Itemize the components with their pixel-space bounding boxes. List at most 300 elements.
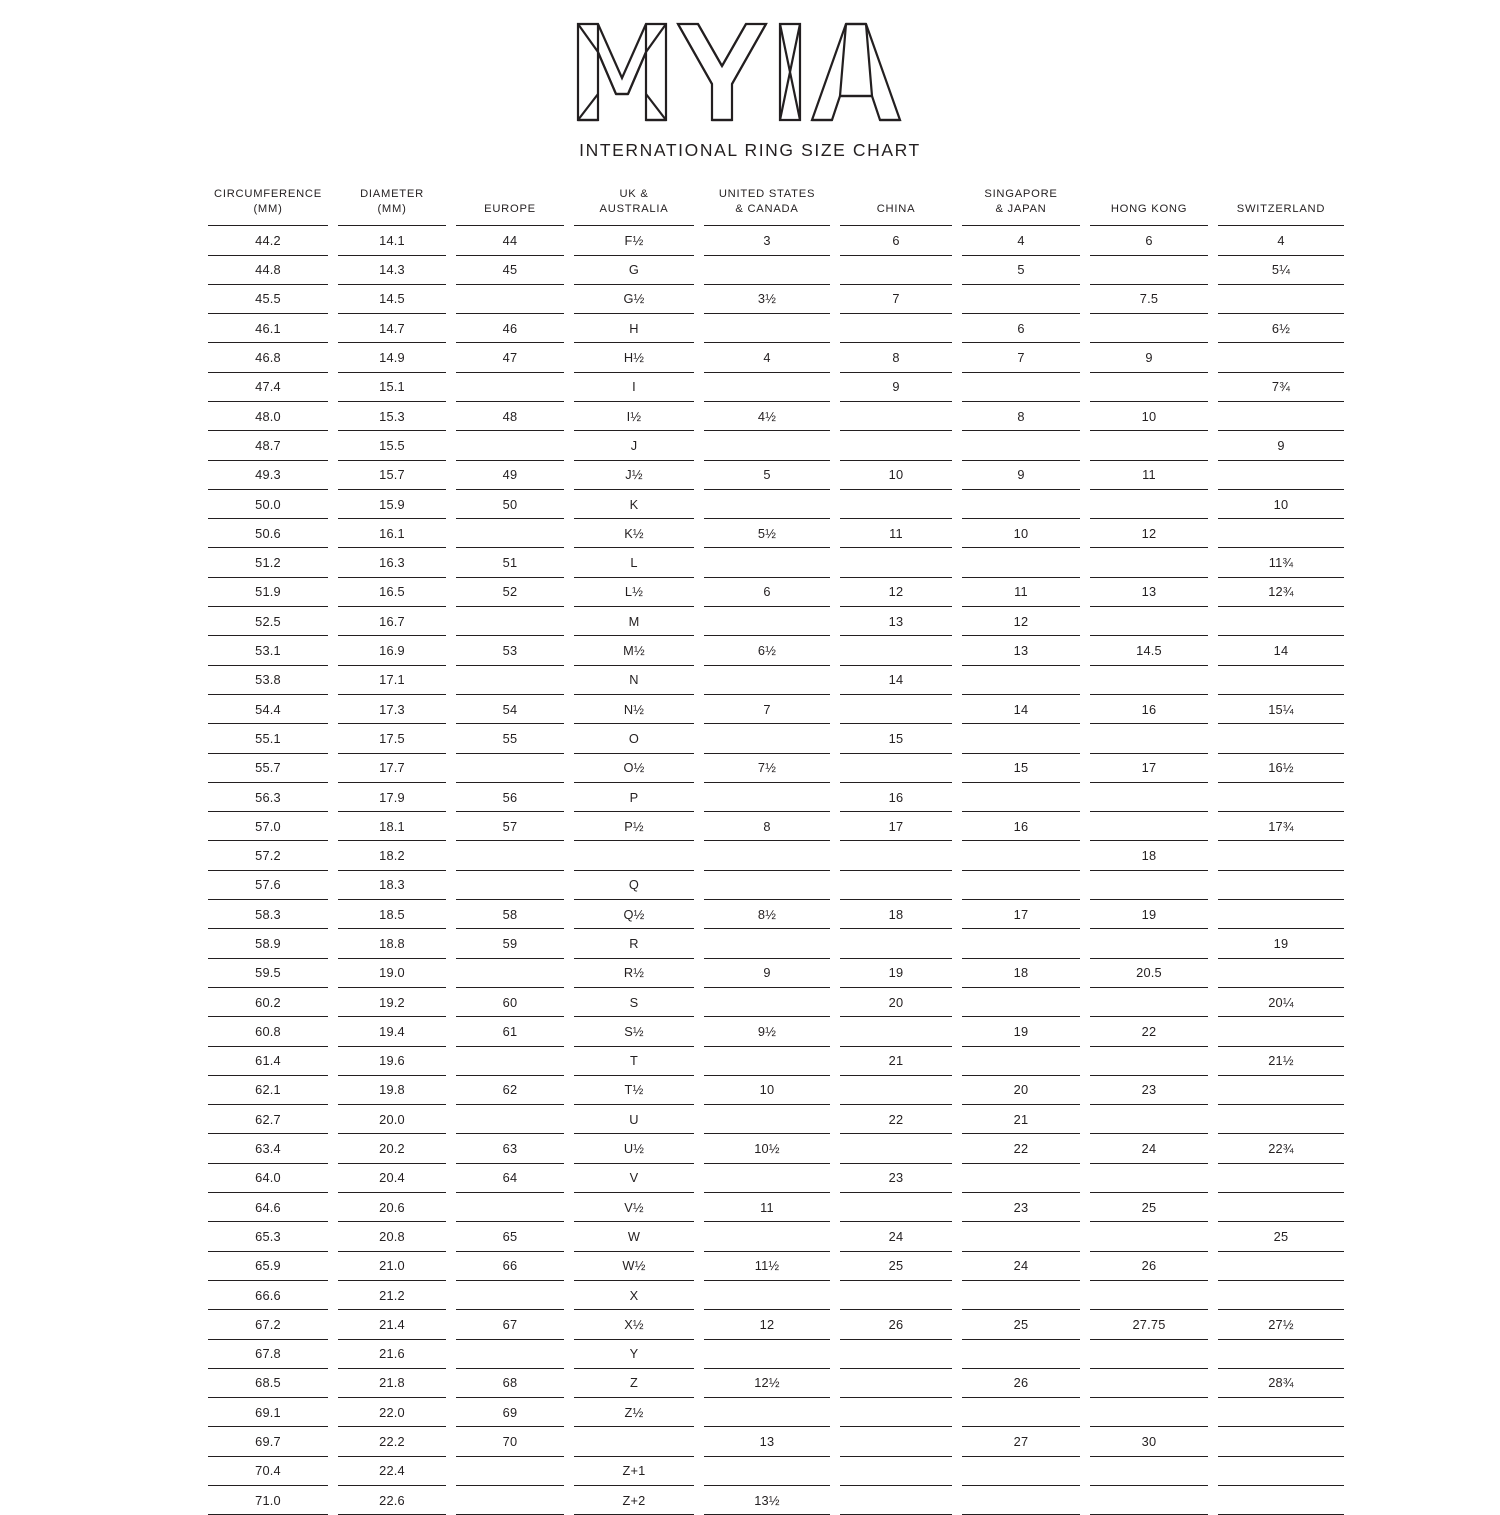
table-row <box>208 430 1344 459</box>
table-row <box>208 1192 1344 1221</box>
table-cell: 48.0 <box>208 401 328 430</box>
table-cell: 17.1 <box>338 665 446 694</box>
table-cell: 22¾ <box>1218 1133 1344 1162</box>
table-cell: K½ <box>574 518 694 547</box>
table-cell: 14 <box>962 694 1080 723</box>
table-cell <box>1090 782 1208 811</box>
table-cell: 20.5 <box>1090 958 1208 987</box>
table-cell: 56.3 <box>208 782 328 811</box>
table-cell: 52.5 <box>208 606 328 635</box>
table-cell <box>840 313 952 342</box>
table-row <box>208 1163 1344 1192</box>
table-cell: 8 <box>962 401 1080 430</box>
table-cell: 9½ <box>704 1016 830 1045</box>
table-cell <box>704 1456 830 1485</box>
table-cell <box>840 1456 952 1485</box>
table-cell: 55.7 <box>208 753 328 782</box>
table-cell <box>704 1221 830 1250</box>
table-cell: 47.4 <box>208 372 328 401</box>
table-cell: V <box>574 1163 694 1192</box>
table-cell <box>1090 1163 1208 1192</box>
table-cell: 63.4 <box>208 1133 328 1162</box>
table-cell: 24 <box>840 1221 952 1250</box>
table-cell <box>1090 928 1208 957</box>
table-cell <box>704 430 830 459</box>
table-cell: 16 <box>962 811 1080 840</box>
column-header-4 <box>704 187 830 225</box>
table-cell <box>1218 1192 1344 1221</box>
table-cell: 45.5 <box>208 284 328 313</box>
table-cell <box>1218 1104 1344 1133</box>
table-row <box>208 518 1344 547</box>
table-cell: 9 <box>840 372 952 401</box>
table-cell: 15.9 <box>338 489 446 518</box>
column-header-3 <box>574 187 694 225</box>
table-cell: R <box>574 928 694 957</box>
table-cell: O <box>574 723 694 752</box>
table-cell <box>1090 372 1208 401</box>
table-cell: 15.1 <box>338 372 446 401</box>
table-cell: Q½ <box>574 899 694 928</box>
table-cell <box>704 1339 830 1368</box>
table-cell: 18.3 <box>338 870 446 899</box>
table-cell: 70 <box>456 1426 564 1455</box>
table-cell <box>456 1456 564 1485</box>
table-cell: 65 <box>456 1221 564 1250</box>
table-cell: 15 <box>840 723 952 752</box>
table-cell: 66.6 <box>208 1280 328 1309</box>
table-cell <box>456 606 564 635</box>
table-cell: 22 <box>840 1104 952 1133</box>
table-cell <box>840 547 952 576</box>
table-row <box>208 1426 1344 1455</box>
table-cell: 48 <box>456 401 564 430</box>
table-cell <box>1218 840 1344 869</box>
table-cell <box>1090 1104 1208 1133</box>
table-cell: 17.7 <box>338 753 446 782</box>
table-cell: 56 <box>456 782 564 811</box>
table-cell <box>456 1104 564 1133</box>
table-cell: 67.8 <box>208 1339 328 1368</box>
table-cell: 16.5 <box>338 577 446 606</box>
table-cell <box>1218 1426 1344 1455</box>
table-cell: 21.0 <box>338 1251 446 1280</box>
table-cell <box>456 870 564 899</box>
table-cell <box>704 723 830 752</box>
table-cell: 12 <box>840 577 952 606</box>
table-cell: 21.2 <box>338 1280 446 1309</box>
table-cell: 6 <box>1090 225 1208 254</box>
table-row <box>208 225 1344 254</box>
table-cell: K <box>574 489 694 518</box>
table-cell <box>1090 1280 1208 1309</box>
table-cell: I½ <box>574 401 694 430</box>
table-cell: 20 <box>962 1075 1080 1104</box>
table-cell <box>456 284 564 313</box>
table-cell: 50 <box>456 489 564 518</box>
table-cell <box>840 1192 952 1221</box>
table-cell <box>840 635 952 664</box>
table-cell: 53.8 <box>208 665 328 694</box>
column-header-0 <box>208 187 328 225</box>
table-cell <box>1218 401 1344 430</box>
table-cell <box>840 840 952 869</box>
table-cell: 17.9 <box>338 782 446 811</box>
table-cell: 4 <box>1218 225 1344 254</box>
table-cell <box>1218 1339 1344 1368</box>
table-cell: T <box>574 1046 694 1075</box>
table-cell: 52 <box>456 577 564 606</box>
table-row <box>208 1339 1344 1368</box>
table-cell: 9 <box>1218 430 1344 459</box>
table-cell: 69.7 <box>208 1426 328 1455</box>
table-cell: 53.1 <box>208 635 328 664</box>
table-cell <box>1090 870 1208 899</box>
table-cell <box>1218 284 1344 313</box>
table-cell <box>1090 987 1208 1016</box>
table-cell: 46.8 <box>208 342 328 371</box>
table-cell: 14.5 <box>338 284 446 313</box>
table-cell: 45 <box>456 255 564 284</box>
table-cell: 6 <box>840 225 952 254</box>
table-cell <box>962 723 1080 752</box>
table-cell: W½ <box>574 1251 694 1280</box>
table-cell: 19.8 <box>338 1075 446 1104</box>
table-cell: 6½ <box>704 635 830 664</box>
table-cell: G <box>574 255 694 284</box>
table-cell: 70.4 <box>208 1456 328 1485</box>
table-cell: 19.0 <box>338 958 446 987</box>
table-cell: H <box>574 313 694 342</box>
table-cell <box>574 840 694 869</box>
table-cell: 60.8 <box>208 1016 328 1045</box>
table-cell: 57 <box>456 811 564 840</box>
table-cell: 44.2 <box>208 225 328 254</box>
table-cell: 21.8 <box>338 1368 446 1397</box>
table-row <box>208 1456 1344 1485</box>
table-cell: 12 <box>704 1309 830 1338</box>
table-cell: 7.5 <box>1090 284 1208 313</box>
table-cell: O½ <box>574 753 694 782</box>
table-cell: 4 <box>704 342 830 371</box>
table-cell: Z <box>574 1368 694 1397</box>
table-cell <box>840 870 952 899</box>
table-cell: 17.3 <box>338 694 446 723</box>
table-cell <box>962 430 1080 459</box>
table-cell <box>1218 723 1344 752</box>
table-cell: 14 <box>840 665 952 694</box>
table-cell: J <box>574 430 694 459</box>
table-cell: 15.3 <box>338 401 446 430</box>
table-cell <box>1090 665 1208 694</box>
table-cell: 9 <box>704 958 830 987</box>
table-cell <box>962 1046 1080 1075</box>
table-cell: P½ <box>574 811 694 840</box>
table-cell: 55.1 <box>208 723 328 752</box>
table-cell: 13 <box>840 606 952 635</box>
table-row <box>208 1016 1344 1045</box>
table-row <box>208 928 1344 957</box>
table-row <box>208 723 1344 752</box>
table-cell: 15¼ <box>1218 694 1344 723</box>
table-cell: 8 <box>840 342 952 371</box>
table-row <box>208 606 1344 635</box>
table-cell: 20¼ <box>1218 987 1344 1016</box>
table-cell <box>704 1163 830 1192</box>
table-cell: 15 <box>962 753 1080 782</box>
table-cell: 17¾ <box>1218 811 1344 840</box>
table-cell: 22.2 <box>338 1426 446 1455</box>
table-cell <box>962 870 1080 899</box>
table-cell: 51 <box>456 547 564 576</box>
table-cell: 19 <box>1090 899 1208 928</box>
table-cell: 10½ <box>704 1133 830 1162</box>
table-cell: 64 <box>456 1163 564 1192</box>
table-cell <box>704 782 830 811</box>
table-cell <box>1218 460 1344 489</box>
table-cell: 14.7 <box>338 313 446 342</box>
table-row <box>208 958 1344 987</box>
table-cell <box>1218 606 1344 635</box>
table-cell <box>456 958 564 987</box>
table-cell <box>1218 870 1344 899</box>
table-row <box>208 372 1344 401</box>
table-cell <box>1218 1075 1344 1104</box>
table-cell: 65.3 <box>208 1221 328 1250</box>
table-cell <box>1218 1456 1344 1485</box>
table-row <box>208 1221 1344 1250</box>
table-cell: N½ <box>574 694 694 723</box>
table-cell: 62 <box>456 1075 564 1104</box>
table-cell: 57.0 <box>208 811 328 840</box>
table-cell: 3 <box>704 225 830 254</box>
table-cell: 66 <box>456 1251 564 1280</box>
page-title: INTERNATIONAL RING SIZE CHART <box>579 140 921 160</box>
table-cell: 27 <box>962 1426 1080 1455</box>
table-cell <box>962 284 1080 313</box>
table-cell: 44 <box>456 225 564 254</box>
table-cell <box>704 606 830 635</box>
table-cell <box>962 1280 1080 1309</box>
table-cell: 48.7 <box>208 430 328 459</box>
table-body <box>208 225 1344 1515</box>
table-cell: 16.7 <box>338 606 446 635</box>
table-cell <box>962 987 1080 1016</box>
table-cell: 20.4 <box>338 1163 446 1192</box>
table-cell <box>840 1339 952 1368</box>
table-cell: 14.1 <box>338 225 446 254</box>
table-cell <box>840 694 952 723</box>
table-row <box>208 840 1344 869</box>
table-cell <box>1090 430 1208 459</box>
table-cell <box>456 372 564 401</box>
table-cell <box>962 928 1080 957</box>
table-cell <box>1218 782 1344 811</box>
table-row <box>208 635 1344 664</box>
table-cell: 18.2 <box>338 840 446 869</box>
table-cell: 6 <box>962 313 1080 342</box>
table-cell: 50.6 <box>208 518 328 547</box>
table-row <box>208 1046 1344 1075</box>
table-row <box>208 1368 1344 1397</box>
table-cell: M½ <box>574 635 694 664</box>
table-cell <box>840 928 952 957</box>
table-cell: 53 <box>456 635 564 664</box>
table-cell: 67 <box>456 1309 564 1338</box>
table-cell: F½ <box>574 225 694 254</box>
column-header-line: HONG KONG <box>1110 203 1188 216</box>
table-cell <box>840 1397 952 1426</box>
table-cell: 61.4 <box>208 1046 328 1075</box>
table-cell: U <box>574 1104 694 1133</box>
column-header-7 <box>1090 187 1208 225</box>
table-row <box>208 489 1344 518</box>
table-cell: 9 <box>1090 342 1208 371</box>
table-cell <box>962 372 1080 401</box>
table-cell: 5 <box>962 255 1080 284</box>
table-cell <box>704 547 830 576</box>
table-cell <box>704 313 830 342</box>
table-cell <box>704 1280 830 1309</box>
table-cell: R½ <box>574 958 694 987</box>
table-cell <box>1090 489 1208 518</box>
table-cell <box>704 928 830 957</box>
table-cell: 54 <box>456 694 564 723</box>
table-cell: 7¾ <box>1218 372 1344 401</box>
table-cell: 30 <box>1090 1426 1208 1455</box>
table-cell: 47 <box>456 342 564 371</box>
table-cell <box>704 255 830 284</box>
table-cell <box>840 1133 952 1162</box>
column-header-5 <box>840 187 952 225</box>
table-cell: 69.1 <box>208 1397 328 1426</box>
table-cell: 27.75 <box>1090 1309 1208 1338</box>
table-cell: 22.4 <box>338 1456 446 1485</box>
table-row <box>208 811 1344 840</box>
table-cell: 4½ <box>704 401 830 430</box>
table-cell: 25 <box>1218 1221 1344 1250</box>
table-cell <box>962 1456 1080 1485</box>
column-header-line: AUSTRALIA <box>599 203 669 216</box>
table-cell: P <box>574 782 694 811</box>
table-cell <box>456 1280 564 1309</box>
table-cell <box>962 1163 1080 1192</box>
table-cell <box>456 753 564 782</box>
column-header-line: DIAMETER <box>360 188 424 200</box>
table-cell <box>962 782 1080 811</box>
table-cell: 16½ <box>1218 753 1344 782</box>
table-row <box>208 1397 1344 1426</box>
table-cell <box>704 1397 830 1426</box>
table-cell: Z+2 <box>574 1485 694 1515</box>
table-cell: 5½ <box>704 518 830 547</box>
table-cell: Z+1 <box>574 1456 694 1485</box>
table-cell: 7 <box>840 284 952 313</box>
table-cell: 6 <box>704 577 830 606</box>
table-cell: 12 <box>1090 518 1208 547</box>
table-cell <box>704 665 830 694</box>
table-cell <box>456 1192 564 1221</box>
table-cell: S½ <box>574 1016 694 1045</box>
table-row <box>208 342 1344 371</box>
table-cell <box>962 547 1080 576</box>
table-row <box>208 255 1344 284</box>
table-cell: S <box>574 987 694 1016</box>
table-cell: 55 <box>456 723 564 752</box>
table-row <box>208 753 1344 782</box>
table-cell: 18.1 <box>338 811 446 840</box>
table-cell: Y <box>574 1339 694 1368</box>
table-cell: 13 <box>704 1426 830 1455</box>
table-cell: 10 <box>1090 401 1208 430</box>
table-cell <box>1218 1016 1344 1045</box>
table-cell: 13 <box>962 635 1080 664</box>
column-header-line: & JAPAN <box>995 203 1047 216</box>
table-cell: 11 <box>1090 460 1208 489</box>
table-cell: 11 <box>704 1192 830 1221</box>
table-cell: W <box>574 1221 694 1250</box>
table-cell: 11½ <box>704 1251 830 1280</box>
table-cell: 18.5 <box>338 899 446 928</box>
table-cell <box>1218 342 1344 371</box>
table-cell <box>456 1339 564 1368</box>
table-cell: 23 <box>962 1192 1080 1221</box>
table-cell: 49 <box>456 460 564 489</box>
table-cell: 5 <box>704 460 830 489</box>
table-cell: H½ <box>574 342 694 371</box>
table-cell: I <box>574 372 694 401</box>
table-cell: L <box>574 547 694 576</box>
table-cell: 14.5 <box>1090 635 1208 664</box>
table-cell <box>840 255 952 284</box>
table-cell: 4 <box>962 225 1080 254</box>
table-cell: 10 <box>1218 489 1344 518</box>
table-cell <box>1218 1251 1344 1280</box>
table-cell <box>1090 723 1208 752</box>
table-cell: 18 <box>840 899 952 928</box>
table-cell <box>962 840 1080 869</box>
table-cell: 22 <box>1090 1016 1208 1045</box>
table-cell: 17.5 <box>338 723 446 752</box>
table-cell: 25 <box>962 1309 1080 1338</box>
table-cell: 11 <box>962 577 1080 606</box>
table-row <box>208 870 1344 899</box>
table-cell <box>840 401 952 430</box>
table-cell <box>1218 665 1344 694</box>
table-row <box>208 313 1344 342</box>
column-header-line: SWITZERLAND <box>1236 203 1326 216</box>
table-cell: 19.4 <box>338 1016 446 1045</box>
table-cell: 10 <box>962 518 1080 547</box>
table-cell <box>840 1280 952 1309</box>
table-cell <box>840 753 952 782</box>
column-header-6 <box>962 187 1080 225</box>
table-cell: 63 <box>456 1133 564 1162</box>
table-cell: 15.5 <box>338 430 446 459</box>
table-cell: 13½ <box>704 1485 830 1515</box>
table-cell: 3½ <box>704 284 830 313</box>
column-header-line: EUROPE <box>484 203 536 216</box>
table-cell: 62.7 <box>208 1104 328 1133</box>
table-cell <box>1218 958 1344 987</box>
table-cell <box>1090 1368 1208 1397</box>
table-cell <box>704 372 830 401</box>
table-cell <box>704 1104 830 1133</box>
table-cell: 24 <box>962 1251 1080 1280</box>
table-cell: 18.8 <box>338 928 446 957</box>
table-cell: N <box>574 665 694 694</box>
table-cell <box>962 1397 1080 1426</box>
